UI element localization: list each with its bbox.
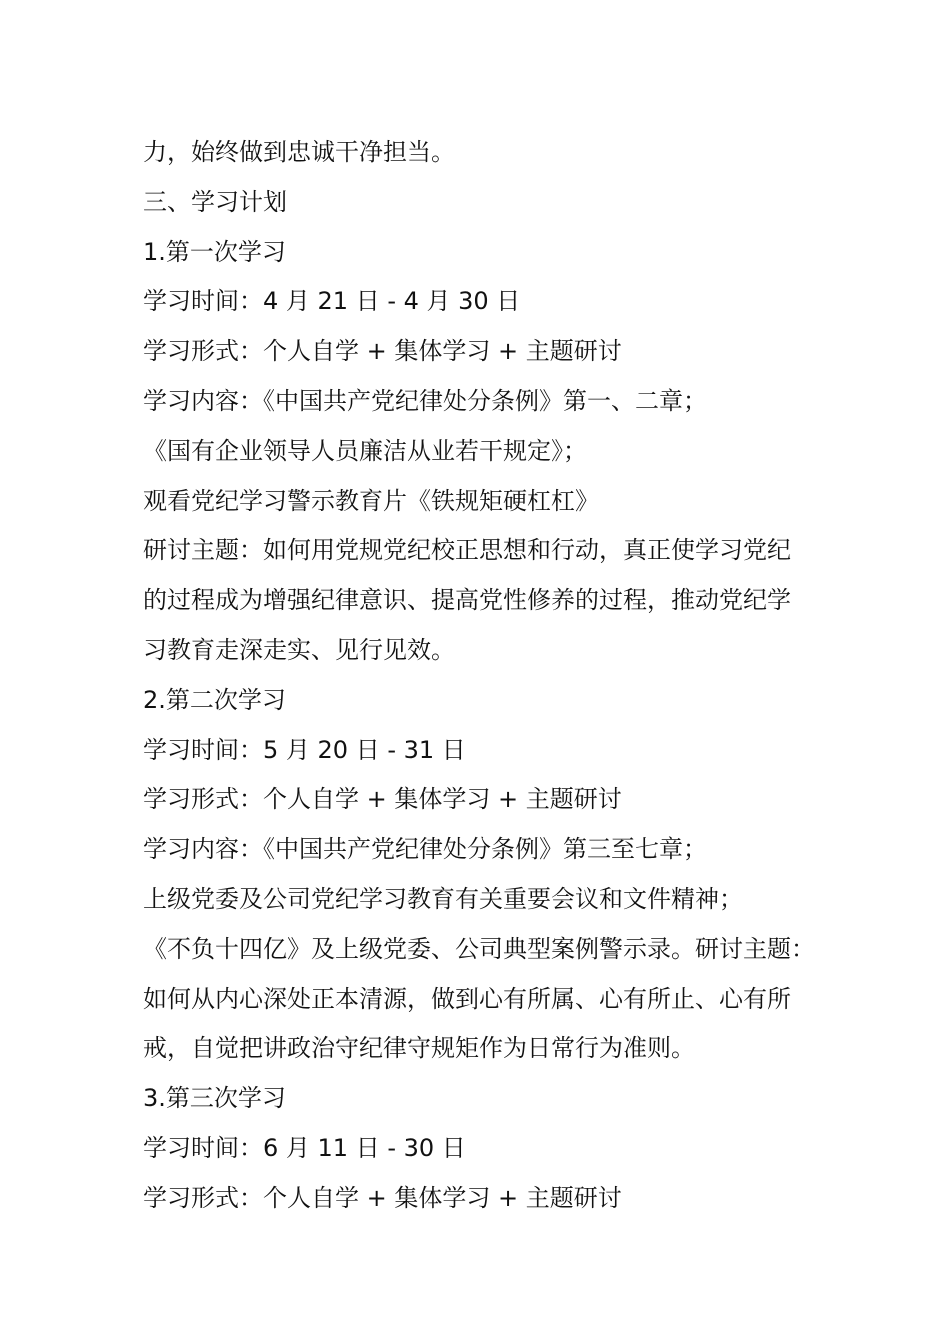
study-format-line: 学习形式：个人自学 + 集体学习 + 主题研讨 — [143, 785, 622, 814]
study-content-line: 观看党纪学习警示教育片《铁规矩硬杠杠》 — [143, 486, 599, 515]
subsection-heading: 1.第一次学习 — [143, 237, 286, 266]
study-content-line: 学习内容：《中国共产党纪律处分条例》第一、二章； — [143, 386, 707, 415]
discussion-topic-line: 戒，自觉把讲政治守纪律守规矩作为日常行为准则。 — [143, 1034, 695, 1063]
document-body — [143, 128, 833, 1224]
subsection-heading: 3.第三次学习 — [143, 1084, 286, 1113]
discussion-topic-line: 的过程成为增强纪律意识、提高党性修养的过程，推动党纪学 — [143, 586, 791, 615]
study-format-line: 学习形式：个人自学 + 集体学习 + 主题研讨 — [143, 337, 622, 366]
study-time-line: 学习时间：5 月 20 日 - 31 日 — [143, 735, 466, 764]
study-content-line: 学习内容：《中国共产党纪律处分条例》第三至七章； — [143, 835, 707, 864]
study-time-line: 学习时间：4 月 21 日 - 4 月 30 日 — [143, 287, 521, 316]
study-time-line: 学习时间：6 月 11 日 - 30 日 — [143, 1133, 466, 1162]
study-content-line: 上级党委及公司党纪学习教育有关重要会议和文件精神； — [143, 884, 743, 913]
study-content-line: 《不负十四亿》及上级党委、公司典型案例警示录。研讨主题： — [143, 934, 815, 963]
study-format-line: 学习形式：个人自学 + 集体学习 + 主题研讨 — [143, 1183, 622, 1212]
discussion-topic-line: 研讨主题：如何用党规党纪校正思想和行动，真正使学习党纪 — [143, 536, 791, 565]
discussion-topic-line: 如何从内心深处正本清源，做到心有所属、心有所止、心有所 — [143, 984, 791, 1013]
section-heading: 三、学习计划 — [143, 187, 287, 216]
study-content-line: 《国有企业领导人员廉洁从业若干规定》； — [143, 436, 587, 465]
subsection-heading: 2.第二次学习 — [143, 685, 286, 714]
paragraph-line: 力，始终做到忠诚干净担当。 — [143, 138, 455, 166]
discussion-topic-line: 习教育走深走实、见行见效。 — [143, 635, 455, 664]
